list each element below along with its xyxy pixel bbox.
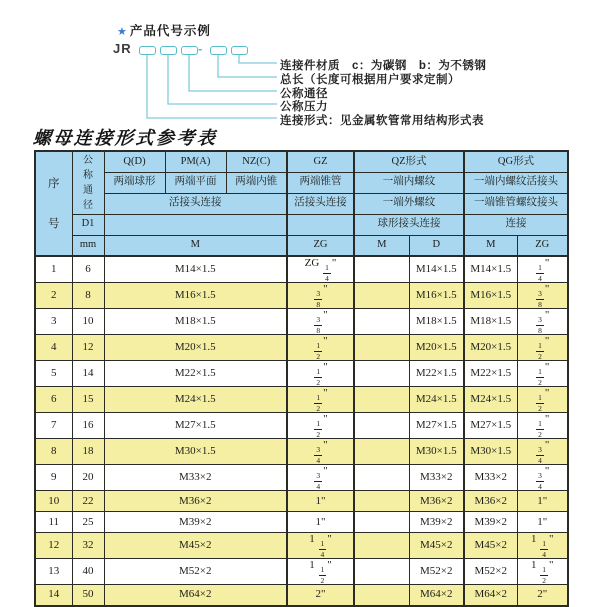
cell-qz-m [354,387,409,413]
cell-no: 7 [35,413,72,439]
cell-m: M52×2 [104,559,287,585]
desc-qz-1: 一端内螺纹 [354,172,464,193]
cell-dn: 32 [72,533,104,559]
cell-m: M22×1.5 [104,361,287,387]
empty-cell [287,214,354,235]
cell-dn: 10 [72,309,104,335]
cell-gz: 1 $\frac{1}{2}$ " [287,559,354,585]
cell-no: 8 [35,439,72,465]
cell-qg-m: M14×1.5 [464,256,517,283]
col-header-qz: QZ形式 [354,151,464,172]
cell-qg-zg: $\frac{3}{8}$ " [517,309,568,335]
cell-qg-zg: 2" [517,585,568,606]
col-header-q: Q(D) [104,151,165,172]
cell-qg-m: M36×2 [464,491,517,512]
cell-qg-m: M45×2 [464,533,517,559]
cell-dn: 14 [72,361,104,387]
desc-qg-2: 一端锥管螺纹接头 [464,193,568,214]
cell-qg-m: M16×1.5 [464,283,517,309]
cell-qz-d: M18×1.5 [409,309,464,335]
unit-zg: ZG [287,235,354,256]
cell-qz-d: M22×1.5 [409,361,464,387]
cell-m: M39×2 [104,512,287,533]
cell-gz: $\frac{3}{8}$ " [287,309,354,335]
desc-qg-1: 一端内螺纹活接头 [464,172,568,193]
cell-qz-d: M30×1.5 [409,439,464,465]
star-icon: ★ [117,26,128,38]
cell-qg-zg: $\frac{1}{2}$ " [517,335,568,361]
desc-qg-3: 连接 [464,214,568,235]
unit-m: M [104,235,287,256]
table-title: 螺母连接形式参考表 [32,128,219,148]
product-code-heading-text: 产品代号示例 [129,24,211,38]
cell-qz-m [354,283,409,309]
cell-qg-zg: $\frac{3}{8}$ " [517,283,568,309]
cell-qz-m [354,309,409,335]
cell-m: M20×1.5 [104,335,287,361]
cell-no: 12 [35,533,72,559]
cell-qg-m: M39×2 [464,512,517,533]
desc-q: 两端球形 [104,172,165,193]
cell-gz: $\frac{3}{4}$ " [287,439,354,465]
cell-qg-zg: $\frac{1}{2}$ " [517,413,568,439]
desc-gz: 两端锥管 [287,172,354,193]
cell-qg-m: M22×1.5 [464,361,517,387]
row-header-mm: mm [72,235,104,256]
cell-qz-d: M39×2 [409,512,464,533]
cell-no: 13 [35,559,72,585]
cell-qz-m [354,439,409,465]
desc-union: 活接头连接 [104,193,287,214]
connector-line [239,55,277,63]
desc-nz: 两端内锥 [226,172,287,193]
col-header-seq: 序号 [35,151,72,256]
col-header-nz: NZ(C) [226,151,287,172]
desc-qz-2: 一端外螺纹 [354,193,464,214]
cell-qz-d: M14×1.5 [409,256,464,283]
connector-line [218,55,277,77]
cell-no: 4 [35,335,72,361]
row-header-d1: D1 [72,214,104,235]
unit-qz-d: D [409,235,464,256]
cell-qz-m [354,559,409,585]
cell-gz: 2" [287,585,354,606]
empty-cell [104,214,287,235]
cell-qg-zg: $\frac{1}{2}$ " [517,387,568,413]
cell-qg-m: M27×1.5 [464,413,517,439]
cell-qz-d: M64×2 [409,585,464,606]
cell-qg-zg: 1" [517,491,568,512]
code-label-length: 总长（长度可根据用户要求定制） [280,74,460,86]
cell-qg-m: M18×1.5 [464,309,517,335]
cell-qz-d: M20×1.5 [409,335,464,361]
cell-no: 6 [35,387,72,413]
cell-dn: 15 [72,387,104,413]
nut-connection-table [34,150,569,607]
col-header-dn: 公称通径 [72,151,104,214]
col-header-pm: PM(A) [165,151,226,172]
cell-dn: 50 [72,585,104,606]
connector-line [189,55,277,91]
cell-qg-zg: $\frac{1}{4}$ " [517,256,568,283]
cell-qz-m [354,335,409,361]
cell-qz-m [354,585,409,606]
cell-gz: $\frac{3}{8}$ " [287,283,354,309]
cell-gz: $\frac{3}{4}$ " [287,465,354,491]
unit-qg-m: M [464,235,517,256]
cell-no: 3 [35,309,72,335]
cell-dn: 20 [72,465,104,491]
code-label-diameter: 公称通径 [280,88,328,100]
unit-qz-m: M [354,235,409,256]
cell-qg-m: M24×1.5 [464,387,517,413]
cell-m: M64×2 [104,585,287,606]
cell-dn: 18 [72,439,104,465]
cell-no: 11 [35,512,72,533]
cell-qg-zg: 1" [517,512,568,533]
cell-qz-m [354,413,409,439]
cell-qz-d: M36×2 [409,491,464,512]
cell-gz: $\frac{1}{2}$ " [287,361,354,387]
cell-gz: $\frac{1}{2}$ " [287,335,354,361]
cell-m: M14×1.5 [104,256,287,283]
cell-qz-m [354,465,409,491]
cell-no: 10 [35,491,72,512]
code-prefix: JR [113,41,132,56]
cell-m: M45×2 [104,533,287,559]
cell-qz-d: M52×2 [409,559,464,585]
desc-pm: 两端平面 [165,172,226,193]
cell-qg-m: M20×1.5 [464,335,517,361]
cell-gz: 1 $\frac{1}{4}$ " [287,533,354,559]
desc-gz-union: 活接头连接 [287,193,354,214]
cell-qg-m: M52×2 [464,559,517,585]
unit-qg-zg: ZG [517,235,568,256]
code-label-connection: 连接形式：见金属软管常用结构形式表 [280,115,484,127]
cell-gz: $\frac{1}{2}$ " [287,413,354,439]
cell-m: M30×1.5 [104,439,287,465]
table-body [35,256,568,606]
cell-gz: ZG $\frac{1}{4}$ " [287,256,354,283]
cell-qz-d: M27×1.5 [409,413,464,439]
cell-qg-zg: 1 $\frac{1}{2}$ " [517,559,568,585]
cell-qg-zg: $\frac{3}{4}$ " [517,465,568,491]
cell-gz: $\frac{1}{2}$ " [287,387,354,413]
cell-qz-d: M45×2 [409,533,464,559]
code-label-material: 连接件材质 c：为碳钢 b：为不锈钢 [280,60,487,72]
code-dash: - [198,41,203,56]
cell-m: M24×1.5 [104,387,287,413]
cell-dn: 8 [72,283,104,309]
cell-qg-m: M64×2 [464,585,517,606]
connector-line [147,55,277,118]
cell-no: 2 [35,283,72,309]
cell-qg-m: M33×2 [464,465,517,491]
cell-qz-d: M33×2 [409,465,464,491]
cell-m: M33×2 [104,465,287,491]
cell-dn: 40 [72,559,104,585]
cell-dn: 6 [72,256,104,283]
desc-qz-3: 球形接头连接 [354,214,464,235]
cell-qz-m [354,533,409,559]
cell-qg-zg: $\frac{3}{4}$ " [517,439,568,465]
cell-qg-zg: $\frac{1}{2}$ " [517,361,568,387]
cell-qg-zg: 1 $\frac{1}{4}$ " [517,533,568,559]
cell-dn: 16 [72,413,104,439]
cell-no: 1 [35,256,72,283]
cell-m: M27×1.5 [104,413,287,439]
cell-m: M36×2 [104,491,287,512]
cell-qz-d: M24×1.5 [409,387,464,413]
cell-m: M18×1.5 [104,309,287,335]
cell-qg-m: M30×1.5 [464,439,517,465]
cell-dn: 25 [72,512,104,533]
cell-m: M16×1.5 [104,283,287,309]
cell-no: 9 [35,465,72,491]
cell-qz-m [354,512,409,533]
cell-gz: 1" [287,512,354,533]
cell-qz-m [354,256,409,283]
cell-qz-m [354,491,409,512]
cell-dn: 12 [72,335,104,361]
cell-no: 5 [35,361,72,387]
cell-qz-m [354,361,409,387]
col-header-qg: QG形式 [464,151,568,172]
cell-gz: 1" [287,491,354,512]
cell-dn: 22 [72,491,104,512]
cell-no: 14 [35,585,72,606]
col-header-gz: GZ [287,151,354,172]
code-label-pressure: 公称压力 [280,101,328,113]
cell-qz-d: M16×1.5 [409,283,464,309]
